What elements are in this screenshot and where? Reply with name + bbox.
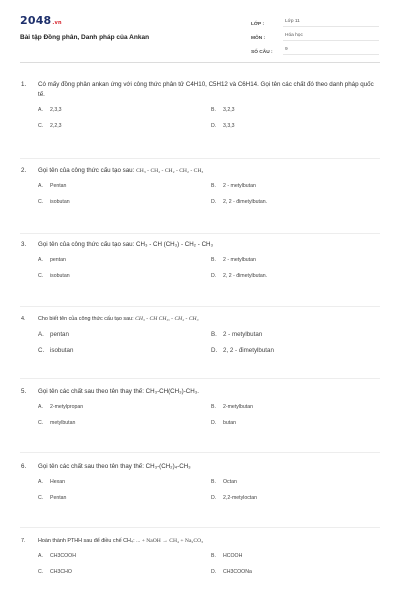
option-d[interactable]: D. CH3COONa [211, 569, 252, 575]
meta-row-class [251, 13, 379, 27]
option-c[interactable]: C. isobutan [38, 199, 70, 205]
option-d[interactable]: D. 2,2-metyloctan [211, 495, 258, 501]
option-a[interactable]: A. CH3COOH [38, 553, 76, 559]
meta-key: LỚP : [251, 22, 265, 27]
question-formula: CH₃ - CH CH₃, - CH₂ - CH₃ [135, 316, 199, 322]
document-meta [251, 13, 379, 55]
option-b[interactable]: B. 3,2,3 [211, 107, 235, 113]
option-b[interactable]: B. 2 - metylbutan [211, 331, 263, 338]
question-6 [20, 462, 382, 506]
question-number: 2. [21, 167, 27, 174]
question-number: 5. [21, 388, 27, 395]
option-a[interactable]: A. Pentan [38, 183, 67, 189]
question-text: Có mấy đồng phân ankan ứng với công thức phân tử C4H10, C5H12 và C6H14. Gọi tên các chất đó theo danh pháp quốc tế. [38, 81, 374, 98]
option-b[interactable]: B. Octan [211, 479, 237, 485]
meta-value: 9 [283, 47, 379, 55]
question-formula: CH₃ - CH₂ - CH₂ - CH₂ - CH₃ [136, 168, 204, 174]
question-text: Gọi tên các chất sau theo tên thay thế: CH₃-CH(CH₃)-CH₃. [38, 388, 199, 395]
question-number: 4. [21, 316, 26, 322]
question-formula: ... + NaOH → CH₄ + Na₂CO₃ [136, 538, 204, 544]
option-a[interactable]: A. pentan [38, 331, 69, 338]
option-a[interactable]: A. 2-metylpropan [38, 404, 84, 410]
question-7 [20, 536, 382, 580]
question-separator [20, 158, 380, 159]
question-number: 6. [21, 463, 27, 470]
question-2 [20, 166, 382, 210]
option-c[interactable]: C. isobutan [38, 273, 70, 279]
question-separator [20, 378, 380, 379]
option-c[interactable]: C. CH3CHO [38, 569, 72, 575]
answer-options [38, 180, 382, 210]
option-c[interactable]: C. metylbutan [38, 420, 76, 426]
option-d[interactable]: D. 2, 2 - đimetylbutan. [211, 199, 268, 205]
option-b[interactable]: B. 2-metylbutan [211, 404, 253, 410]
question-number: 1. [21, 81, 27, 88]
option-c[interactable]: C. isobutan [38, 347, 74, 354]
option-b[interactable]: B. 2 - metylbutan [211, 183, 256, 189]
site-logo[interactable]: 2048.vn [20, 14, 62, 27]
answer-options [38, 550, 382, 580]
question-separator [20, 233, 380, 234]
option-c[interactable]: C. 2,2,3 [38, 123, 62, 129]
question-number: 3. [21, 241, 27, 248]
option-a[interactable]: A. pentan [38, 257, 66, 263]
meta-key: SỐ CÂU : [251, 50, 273, 55]
question-text: Gọi tên các chất sau theo tên thay thế: CH₃-(CH₂)₄-CH₃ [38, 463, 191, 470]
option-d[interactable]: D. butan [211, 420, 236, 426]
option-a[interactable]: A. Hexan [38, 479, 65, 485]
question-3 [20, 240, 382, 284]
option-b[interactable]: B. 2 - metylbutan [211, 257, 256, 263]
question-separator [20, 306, 380, 307]
answer-options [38, 476, 382, 506]
meta-key: MÔN : [251, 36, 266, 41]
question-1 [20, 80, 382, 134]
question-separator [20, 527, 380, 528]
option-b[interactable]: B. HCOOH [211, 553, 243, 559]
option-d[interactable]: D. 2, 2 - đimetylbutan [211, 347, 274, 354]
option-c[interactable]: C. Pentan [38, 495, 67, 501]
answer-options [38, 104, 382, 134]
option-d[interactable]: D. 3,3,3 [211, 123, 235, 129]
question-4 [20, 314, 382, 358]
question-text: Gọi tên của công thức cấu tạo sau: CH₃ - CH (CH₃) - CH₂ - CH₃ [38, 241, 214, 248]
question-text: Gọi tên của công thức cấu tạo sau: [38, 167, 135, 174]
document-title: Bài tập Đồng phân, Danh pháp của Ankan [20, 34, 150, 41]
option-a[interactable]: A. 2,3,3 [38, 107, 62, 113]
meta-row-count [251, 41, 379, 55]
answer-options [38, 328, 382, 358]
header-divider [20, 62, 380, 63]
question-text: Hoàn thành PTHH sau để điều chế CH₄: [38, 538, 135, 544]
document-header [0, 0, 400, 66]
question-number: 7. [21, 538, 26, 544]
question-5 [20, 387, 382, 431]
meta-row-subject [251, 27, 379, 41]
answer-options [38, 254, 382, 284]
meta-value: Hóa học [283, 33, 379, 41]
question-text: Cho biết tên của công thức cấu tạo sau: [38, 316, 134, 322]
option-d[interactable]: D. 2, 2 - đimetylbutan. [211, 273, 268, 279]
question-separator [20, 452, 380, 453]
answer-options [38, 401, 382, 431]
meta-value: Lớp 11 [283, 19, 379, 27]
